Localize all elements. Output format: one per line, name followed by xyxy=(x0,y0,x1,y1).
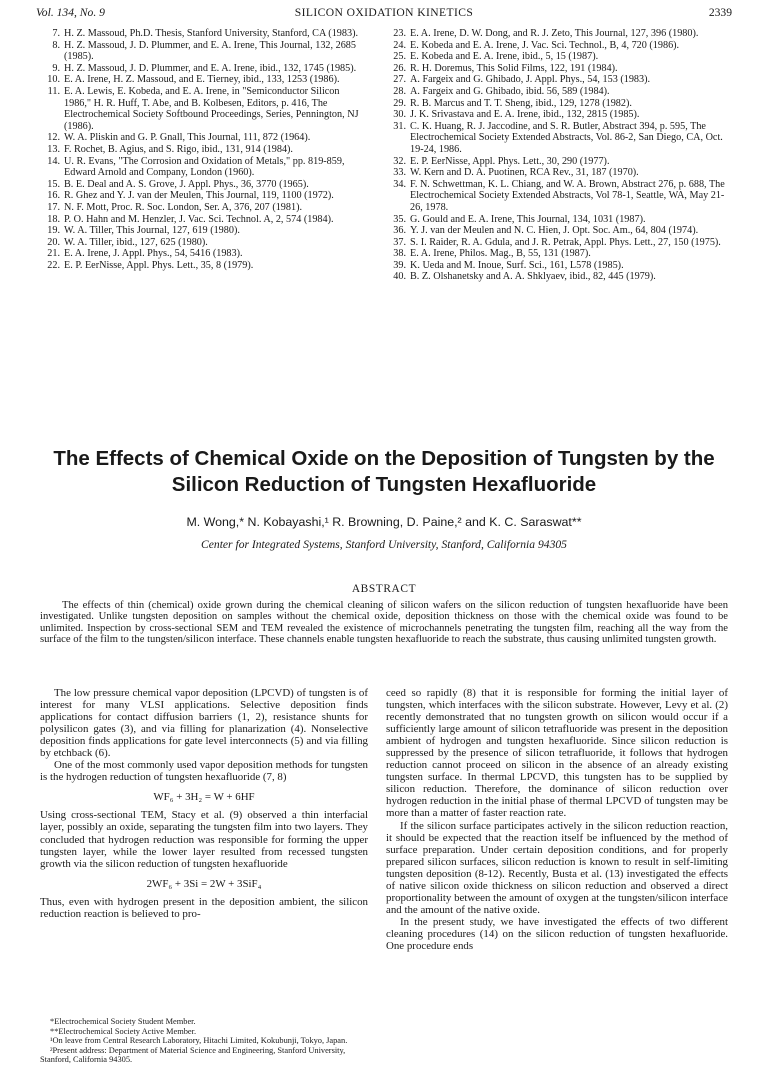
reference-text: S. I. Raider, R. A. Gdula, and J. R. Petrak, Appl. Phys. Lett., 27, 150 (1975). xyxy=(410,236,721,248)
reference-text: R. Ghez and Y. J. van der Meulen, This Journal, 119, 1100 (1972). xyxy=(64,190,334,202)
reference-text: F. Rochet, B. Agius, and S. Rigo, ibid., 131, 914 (1984). xyxy=(64,143,293,155)
reference-number: 13. xyxy=(47,143,60,155)
reference-number: 14. xyxy=(47,155,60,167)
reference-text: E. A. Irene, D. W. Dong, and R. J. Zeto, This Journal, 127, 396 (1980). xyxy=(410,28,699,39)
abstract-text: The effects of thin (chemical) oxide grown during the chemical cleaning of silicon wafers on the silicon reduction of tungsten hexafluoride have been investigated. Unlike tungsten deposition on samples without the chemical oxide, deposition thickness on those with the chemical oxide was found to be unlimited. Inspection by cross-sectional SEM and TEM revealed the existence of microchannels penetrating the tungsten film, reaching all the way from the surface of the film to the tungsten/silicon interface. These channels enable tungsten hexafluoride to reach the substrate, thus causing unlimited tungsten growth. xyxy=(40,600,728,646)
reference-text: H. Z. Massoud, Ph.D. Thesis, Stanford University, Stanford, CA (1983). xyxy=(64,28,359,39)
reference-text: C. K. Huang, R. J. Jaccodine, and S. R. Butler, Abstract 394, p. 595, The Electrochemical Society Extended Abstracts, Vol. 86-2, San Diego, CA, Oct. 19-24, 1986. xyxy=(410,120,723,155)
reference-text: W. A. Tiller, This Journal, 127, 619 (1980). xyxy=(64,225,240,237)
reference-number: 25. xyxy=(393,51,406,63)
reference-number: 8. xyxy=(52,39,60,51)
reference-entry xyxy=(386,156,728,168)
reference-text: E. Kobeda and E. A. Irene, J. Vac. Sci. Technol., B, 4, 720 (1986). xyxy=(410,39,680,51)
reference-entry xyxy=(386,121,728,156)
reference-number: 18. xyxy=(47,213,60,225)
reference-number: 15. xyxy=(47,178,60,190)
running-head xyxy=(36,6,732,24)
reference-entry xyxy=(40,214,368,226)
reference-text: W. Kern and D. A. Puotinen, RCA Rev., 31, 187 (1970). xyxy=(410,167,639,179)
reference-text: K. Ueda and M. Inoue, Surf. Sci., 161, L578 (1985). xyxy=(410,259,624,271)
reference-number: 19. xyxy=(47,225,60,237)
reference-list-left xyxy=(40,28,368,271)
reference-entry xyxy=(386,86,728,98)
reference-entry xyxy=(386,214,728,226)
reference-text: E. Kobeda and E. A. Irene, ibid., 5, 15 (1987). xyxy=(410,51,599,63)
reference-text: G. Gould and E. A. Irene, This Journal, 134, 1031 (1987). xyxy=(410,213,646,225)
reference-entry xyxy=(40,156,368,179)
reference-text: R. H. Doremus, This Solid Films, 122, 191 (1984). xyxy=(410,62,618,74)
affiliation: Center for Integrated Systems, Stanford University, Stanford, California 94305 xyxy=(201,538,567,551)
reference-text: F. N. Schwettman, K. L. Chiang, and W. A. Brown, Abstract 276, p. 688, The Electrochemical Society Extended Abstracts, Vol 78-1, Seattle, WA, May 21-26, 1978. xyxy=(410,178,725,213)
reference-text: N. F. Mott, Proc. R. Soc. London, Ser. A, 376, 207 (1981). xyxy=(64,201,303,213)
reference-entry xyxy=(386,109,728,121)
reference-entry xyxy=(40,132,368,144)
reference-number: 35. xyxy=(393,213,406,225)
reference-number: 27. xyxy=(393,74,406,86)
reference-entry xyxy=(386,63,728,75)
reference-entry xyxy=(386,260,728,272)
reference-entry xyxy=(386,98,728,110)
reference-text: Y. J. van der Meulen and N. C. Hien, J. Opt. Soc. Am., 64, 804 (1974). xyxy=(410,225,699,237)
reference-entry xyxy=(40,28,368,40)
paragraph: One of the most commonly used vapor deposition methods for tungsten is the hydrogen reduction of tungsten hexafluoride (7, 8) xyxy=(40,759,368,784)
reference-entry xyxy=(40,190,368,202)
reference-number: 10. xyxy=(47,74,60,86)
reference-entry xyxy=(386,237,728,249)
reference-number: 30. xyxy=(393,109,406,121)
reference-text: E. P. EerNisse, Appl. Phys. Lett., 35, 8 (1979). xyxy=(64,259,254,271)
reference-number: 22. xyxy=(47,259,60,271)
paragraph: The low pressure chemical vapor deposition (LPCVD) of tungsten is of interest for many VLSI applications. Selective deposition finds applications for contact diffusion barriers (1, 2), resistance shunts for polysilicon gates (3), and via filling for planarization (4). Nonselective deposition finds applications for gate level interconnects (5) and via filling by etchback (6). xyxy=(40,687,368,760)
reference-text: B. E. Deal and A. S. Grove, J. Appl. Phys., 36, 3770 (1965). xyxy=(64,178,309,190)
author-list: M. Wong,* N. Kobayashi,¹ R. Browning, D. Paine,² and K. C. Saraswat** xyxy=(186,515,582,529)
article-title-line: Silicon Reduction of Tungsten Hexafluoride xyxy=(171,473,597,496)
reference-number: 17. xyxy=(47,201,60,213)
volume-issue: Vol. 134, No. 9 xyxy=(36,6,105,19)
reference-text: P. O. Hahn and M. Henzler, J. Vac. Sci. Technol. A, 2, 574 (1984). xyxy=(64,213,334,225)
reference-text: A. Fargeix and G. Ghibado, ibid. 56, 589 (1984). xyxy=(410,85,610,97)
reference-number: 28. xyxy=(393,85,406,97)
reference-number: 32. xyxy=(393,155,406,167)
reference-text: E. A. Lewis, E. Kobeda, and E. A. Irene, in "Semiconductor Silicon 1986," H. R. Huff, T. Abe, and B. Kolbesen, Editors, p. 416, The Electrochemical Society Softbound Proceedings, Series, Pennington, NJ (1986). xyxy=(64,85,359,132)
equation: WF₆ + 3H₂ = W + 6HF xyxy=(153,791,255,804)
body-column-right xyxy=(386,687,728,952)
reference-number: 20. xyxy=(47,236,60,248)
reference-entry xyxy=(40,248,368,260)
reference-number: 29. xyxy=(393,97,406,109)
reference-number: 9. xyxy=(52,62,60,74)
reference-entry xyxy=(386,51,728,63)
reference-number: 39. xyxy=(393,259,406,271)
reference-text: H. Z. Massoud, J. D. Plummer, and E. A. Irene, This Journal, 132, 2685 (1985). xyxy=(64,39,356,63)
reference-entry xyxy=(40,260,368,272)
paragraph: Thus, even with hydrogen present in the deposition ambient, the silicon reduction reaction is believed to pro- xyxy=(40,895,368,920)
reference-entry xyxy=(40,237,368,249)
footnote: ²Present address: Department of Material Science and Engineering, Stanford University, Stanford, California 94305. xyxy=(40,1045,346,1065)
reference-entry xyxy=(386,271,728,283)
reference-number: 34. xyxy=(393,178,406,190)
reference-text: A. Fargeix and G. Ghibado, J. Appl. Phys., 54, 153 (1983). xyxy=(410,74,651,86)
running-title: SILICON OXIDATION KINETICS xyxy=(294,6,474,19)
footnotes xyxy=(40,1017,368,1065)
reference-entry xyxy=(386,225,728,237)
paragraph: If the silicon surface participates actively in the silicon reduction reaction, it should be expected that the reaction itself be influenced by the method of surface preparation. Under certain deposition conditions, and for properly prepared silicon surfaces, silicon reduction is known to result in self-limiting tungsten deposition (8-12). Recently, Busta et al. (13) investigated the effects of native silicon oxide thickness on silicon reduction and observed a direct proportionality between the amount of oxygen at the tungsten/silicon interface and the amount of the native oxide. xyxy=(386,819,728,916)
reference-entry xyxy=(40,225,368,237)
reference-number: 38. xyxy=(393,248,406,260)
reference-entry xyxy=(386,248,728,260)
reference-number: 21. xyxy=(47,248,60,260)
reference-entry xyxy=(40,63,368,75)
reference-number: 26. xyxy=(393,62,406,74)
article-title-line: The Effects of Chemical Oxide on the Deposition of Tungsten by the xyxy=(53,447,715,470)
reference-number: 16. xyxy=(47,190,60,202)
reference-number: 11. xyxy=(47,85,60,97)
reference-number: 7. xyxy=(52,28,60,39)
reference-text: B. Z. Olshanetsky and A. A. Shklyaev, ibid., 82, 445 (1979). xyxy=(410,271,656,283)
reference-text: R. B. Marcus and T. T. Sheng, ibid., 129, 1278 (1982). xyxy=(410,97,632,109)
reference-text: J. K. Srivastava and E. A. Irene, ibid., 132, 2815 (1985). xyxy=(410,109,640,121)
reference-entry xyxy=(386,74,728,86)
reference-number: 36. xyxy=(393,225,406,237)
reference-text: E. P. EerNisse, Appl. Phys. Lett., 30, 290 (1977). xyxy=(410,155,610,167)
footnote: **Electrochemical Society Active Member. xyxy=(50,1026,197,1036)
reference-text: W. A. Tiller, ibid., 127, 625 (1980). xyxy=(64,236,208,248)
reference-text: E. A. Irene, H. Z. Massoud, and E. Tierney, ibid., 133, 1253 (1986). xyxy=(64,74,340,86)
reference-number: 40. xyxy=(393,271,406,283)
reference-entry xyxy=(386,28,728,40)
reference-entry xyxy=(386,40,728,52)
reference-text: E. A. Irene, J. Appl. Phys., 54, 5416 (1983). xyxy=(64,248,243,260)
reference-text: E. A. Irene, Philos. Mag., B, 55, 131 (1987). xyxy=(410,248,591,260)
footnote: *Electrochemical Society Student Member. xyxy=(50,1017,196,1026)
reference-entry xyxy=(40,74,368,86)
paragraph: Using cross-sectional TEM, Stacy et al. (9) observed a thin interfacial layer, possibly an oxide, separating the tungsten film into two layers. They concluded that hydrogen reduction was responsible for forming the upper tungsten layer, while the lower layer resulted from recessed tungsten growth via the silicon reduction of tungsten hexafluoride xyxy=(40,809,368,870)
reference-text: U. R. Evans, "The Corrosion and Oxidation of Metals," pp. 819-859, Edward Arnold and Company, London (1960). xyxy=(64,155,345,179)
reference-number: 12. xyxy=(47,132,60,144)
page-number: 2339 xyxy=(708,6,732,19)
paragraph: In the present study, we have investigated the effects of two different cleaning procedures (14) on the silicon reduction of tungsten hexafluoride. One procedure ends xyxy=(386,915,728,952)
reference-number: 24. xyxy=(393,39,406,51)
abstract-heading: ABSTRACT xyxy=(351,583,417,595)
reference-list-right xyxy=(386,28,728,283)
reference-number: 23. xyxy=(393,28,406,39)
reference-number: 33. xyxy=(393,167,406,179)
equation: 2WF₆ + 3Si = 2W + 3SiF₄ xyxy=(146,877,262,890)
reference-number: 37. xyxy=(393,236,406,248)
body-column-left xyxy=(40,687,368,920)
reference-entry xyxy=(40,86,368,132)
reference-entry xyxy=(386,179,728,214)
reference-text: W. A. Pliskin and G. P. Gnall, This Journal, 111, 872 (1964). xyxy=(64,132,311,144)
reference-entry xyxy=(40,40,368,63)
reference-entry xyxy=(40,144,368,156)
paragraph: ceed so rapidly (8) that it is responsible for forming the initial layer of tungsten, which interfaces with the silicon substrate. However, Levy et al. (2) recently demonstrated that no tungsten growth on silicon would occur if a sufficiently large amount of silicon tetrafluoride was present in the deposition ambient of hydrogen and tungsten hexafluoride. Since silicon reduction is suppressed by the presence of silicon tetrafluoride, it follows that hydrogen reduction cannot proceed on silicon in the absence of an already existing tungsten surface. In thermal LPCVD, this tungsten has to be supplied by silicon reduction. Therefore, the dominance of silicon reduction over hydrogen reduction in the initial phase of thermal LPCVD of tungsten may be more than a matter of faster reaction rate. xyxy=(386,687,728,820)
reference-entry xyxy=(386,167,728,179)
reference-entry xyxy=(40,202,368,214)
reference-number: 31. xyxy=(393,120,406,132)
footnote: ¹On leave from Central Research Laboratory, Hitachi Limited, Kokubunji, Tokyo, Japan. xyxy=(50,1036,348,1046)
article-title xyxy=(40,446,728,498)
reference-entry xyxy=(40,179,368,191)
reference-text: H. Z. Massoud, J. D. Plummer, and E. A. Irene, ibid., 132, 1745 (1985). xyxy=(64,62,357,74)
